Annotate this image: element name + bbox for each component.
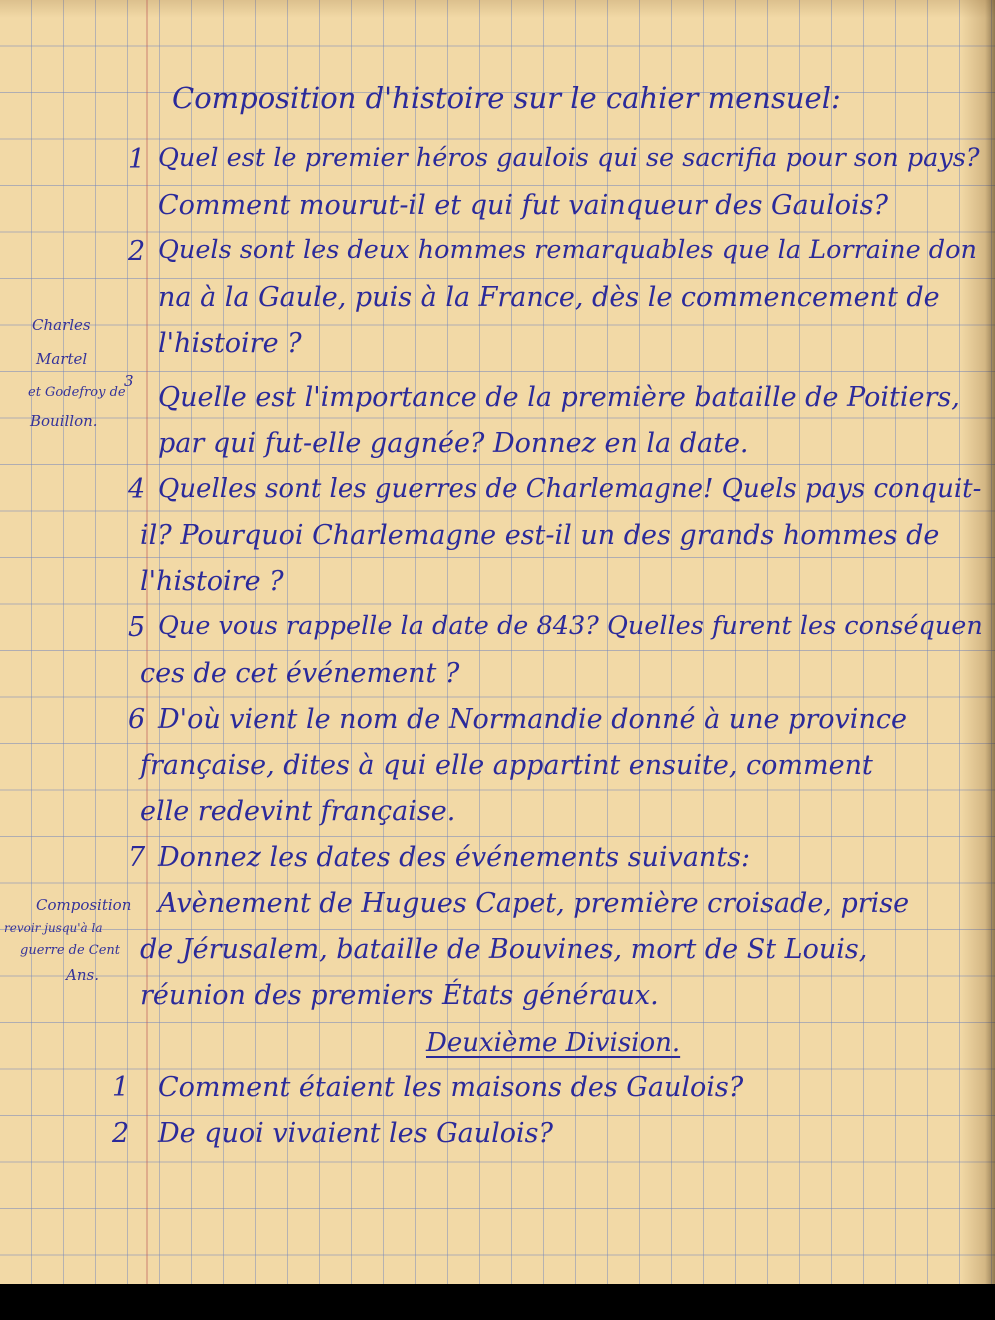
question-6-line-1: D'où vient le nom de Normandie donné à une province — [158, 704, 907, 735]
division-question-1-text: Comment étaient les maisons des Gaulois? — [158, 1072, 744, 1103]
question-6-number: 6 — [128, 704, 146, 735]
question-2-line-2: na à la Gaule, puis à la France, dès le commencement de — [158, 282, 940, 313]
question-5-number: 5 — [128, 612, 146, 643]
margin-note-b-line-2: revoir jusqu'à la — [4, 921, 103, 935]
question-5-line-2: ces de cet événement ? — [140, 658, 460, 689]
margin-note-b-line-4: Ans. — [66, 966, 99, 984]
question-6-line-3: elle redevint française. — [140, 796, 456, 827]
question-4-line-3: l'histoire ? — [140, 566, 284, 597]
question-1-line-1: Quel est le premier héros gaulois qui se sacrifia pour son pays? — [158, 143, 980, 173]
question-6-line-2: française, dites à qui elle appartint ensuite, comment — [140, 750, 873, 781]
margin-line — [146, 0, 148, 1284]
page-title: Composition d'histoire sur le cahier mensuel: — [172, 81, 841, 115]
question-1-line-2: Comment mourut-il et qui fut vainqueur des Gaulois? — [158, 190, 888, 221]
question-2-line-3: l'histoire ? — [158, 328, 302, 359]
question-4-line-1: Quelles sont les guerres de Charlemagne! Quels pays conquit- — [158, 474, 982, 504]
question-7-line-4: réunion des premiers États généraux. — [140, 980, 659, 1011]
question-7-line-1: Donnez les dates des événements suivants: — [158, 842, 751, 873]
question-7-line-2: Avènement de Hugues Capet, première croisade, prise — [158, 888, 910, 919]
margin-note-a-line-4: Bouillon. — [30, 412, 98, 430]
question-5-line-1: Que vous rappelle la date de 843? Quelles furent les conséquen — [158, 611, 983, 641]
margin-note-a-line-1: Charles — [32, 316, 91, 334]
question-7-number: 7 — [128, 842, 146, 873]
division-heading: Deuxième Division. — [426, 1028, 681, 1058]
division-question-2-number: 2 — [112, 1118, 130, 1149]
question-3-line-1: Quelle est l'importance de la première bataille de Poitiers, — [158, 382, 960, 413]
question-7-line-3: de Jérusalem, bataille de Bouvines, mort de St Louis, — [140, 934, 868, 965]
question-4-number: 4 — [128, 474, 146, 505]
question-3-line-2: par qui fut-elle gagnée? Donnez en la date. — [158, 428, 749, 459]
scan-border — [0, 1284, 995, 1320]
question-2-line-1: Quels sont les deux hommes remarquables que la Lorraine don — [158, 235, 977, 265]
question-2-number: 2 — [128, 236, 146, 267]
margin-note-b-line-1: Composition — [36, 896, 132, 914]
margin-note-b-line-3: guerre de Cent — [20, 943, 121, 958]
question-1-number: 1 — [128, 144, 146, 175]
division-question-1-number: 1 — [112, 1072, 130, 1103]
margin-note-a-line-3: et Godefroy de — [28, 385, 126, 400]
question-3-number: 3 — [124, 372, 134, 390]
margin-note-a-line-2: Martel — [36, 350, 88, 368]
question-4-line-2: il? Pourquoi Charlemagne est-il un des grands hommes de — [140, 520, 940, 551]
division-question-2-text: De quoi vivaient les Gaulois? — [158, 1118, 553, 1149]
